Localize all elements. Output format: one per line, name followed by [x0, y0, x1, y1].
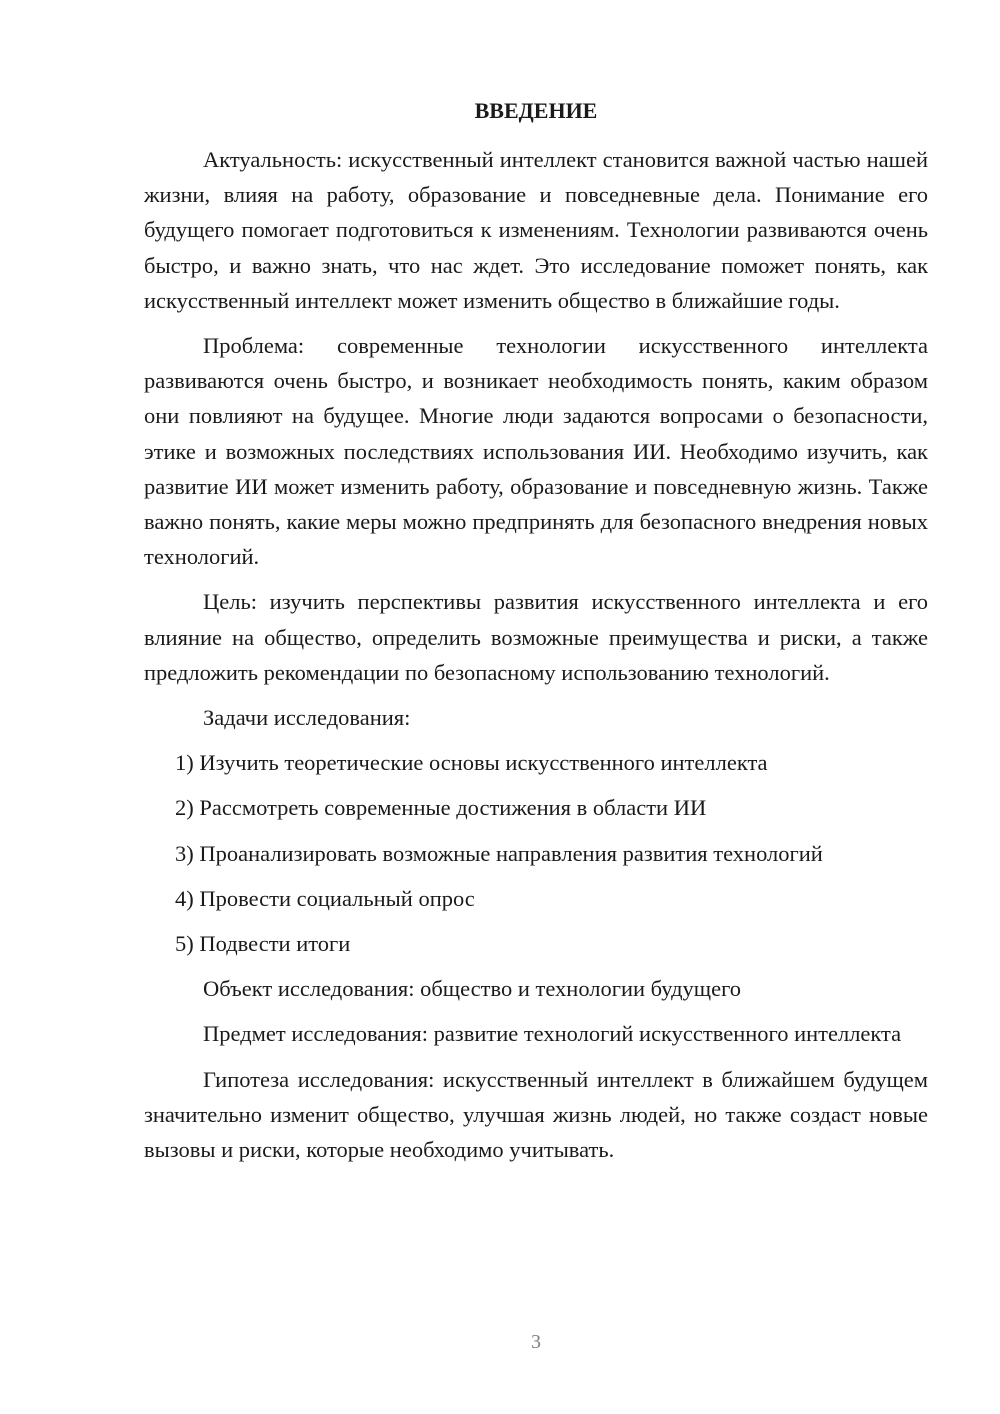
task-item: 4) Провести социальный опрос: [175, 885, 475, 911]
document-body: [144, 142, 928, 1177]
hypothesis-paragraph: Гипотеза исследования: искусственный интеллект в ближайшем будущем значительно изменит общество, улучшая жизнь людей, но также создаст новые вызовы и риски, которые необходимо учитывать.: [144, 1066, 928, 1163]
subject-paragraph: Предмет исследования: развитие технологий искусственного интеллекта: [203, 1021, 902, 1047]
goal-paragraph: Цель: изучить перспективы развития искусственного интеллекта и его влияние на общество, определить возможные преимущества и риски, а также предложить рекомендации по безопасному использованию технологий.: [144, 589, 928, 685]
tasks-heading: Задачи исследования:: [203, 705, 411, 731]
object-paragraph: Объект исследования: общество и технологии будущего: [203, 976, 742, 1002]
page-number: 3: [531, 1331, 541, 1353]
problem-paragraph: Проблема: современные технологии искусственного интеллекта развиваются очень быстро, и возникает необходимость понять, каким образом они повлияют на будущее. Многие люди задаются вопросами о безопасности, этике и возможных последствиях использования ИИ. Необходимо изучить, как развитие ИИ может изменить работу, образование и повседневную жизнь. Также важно понять, какие меры можно предпринять для безопасного внедрения новых технологий.: [144, 333, 928, 570]
page-title: ВВЕДЕНИЕ: [474, 98, 598, 123]
task-item: 1) Изучить теоретические основы искусственного интеллекта: [175, 750, 768, 776]
task-item: 5) Подвести итоги: [175, 931, 351, 957]
task-item: 2) Рассмотреть современные достижения в области ИИ: [175, 795, 707, 821]
task-item: 3) Проанализировать возможные направления развития технологий: [175, 840, 823, 866]
relevance-paragraph: Актуальность: искусственный интеллект становится важной частью нашей жизни, влияя на работу, образование и повседневные дела. Понимание его будущего помогает подготовиться к изменениям. Технологии развиваются очень быстро, и важно знать, что нас ждет. Это исследование поможет понять, как искусственный интеллект может изменить общество в ближайшие годы.: [144, 147, 928, 313]
